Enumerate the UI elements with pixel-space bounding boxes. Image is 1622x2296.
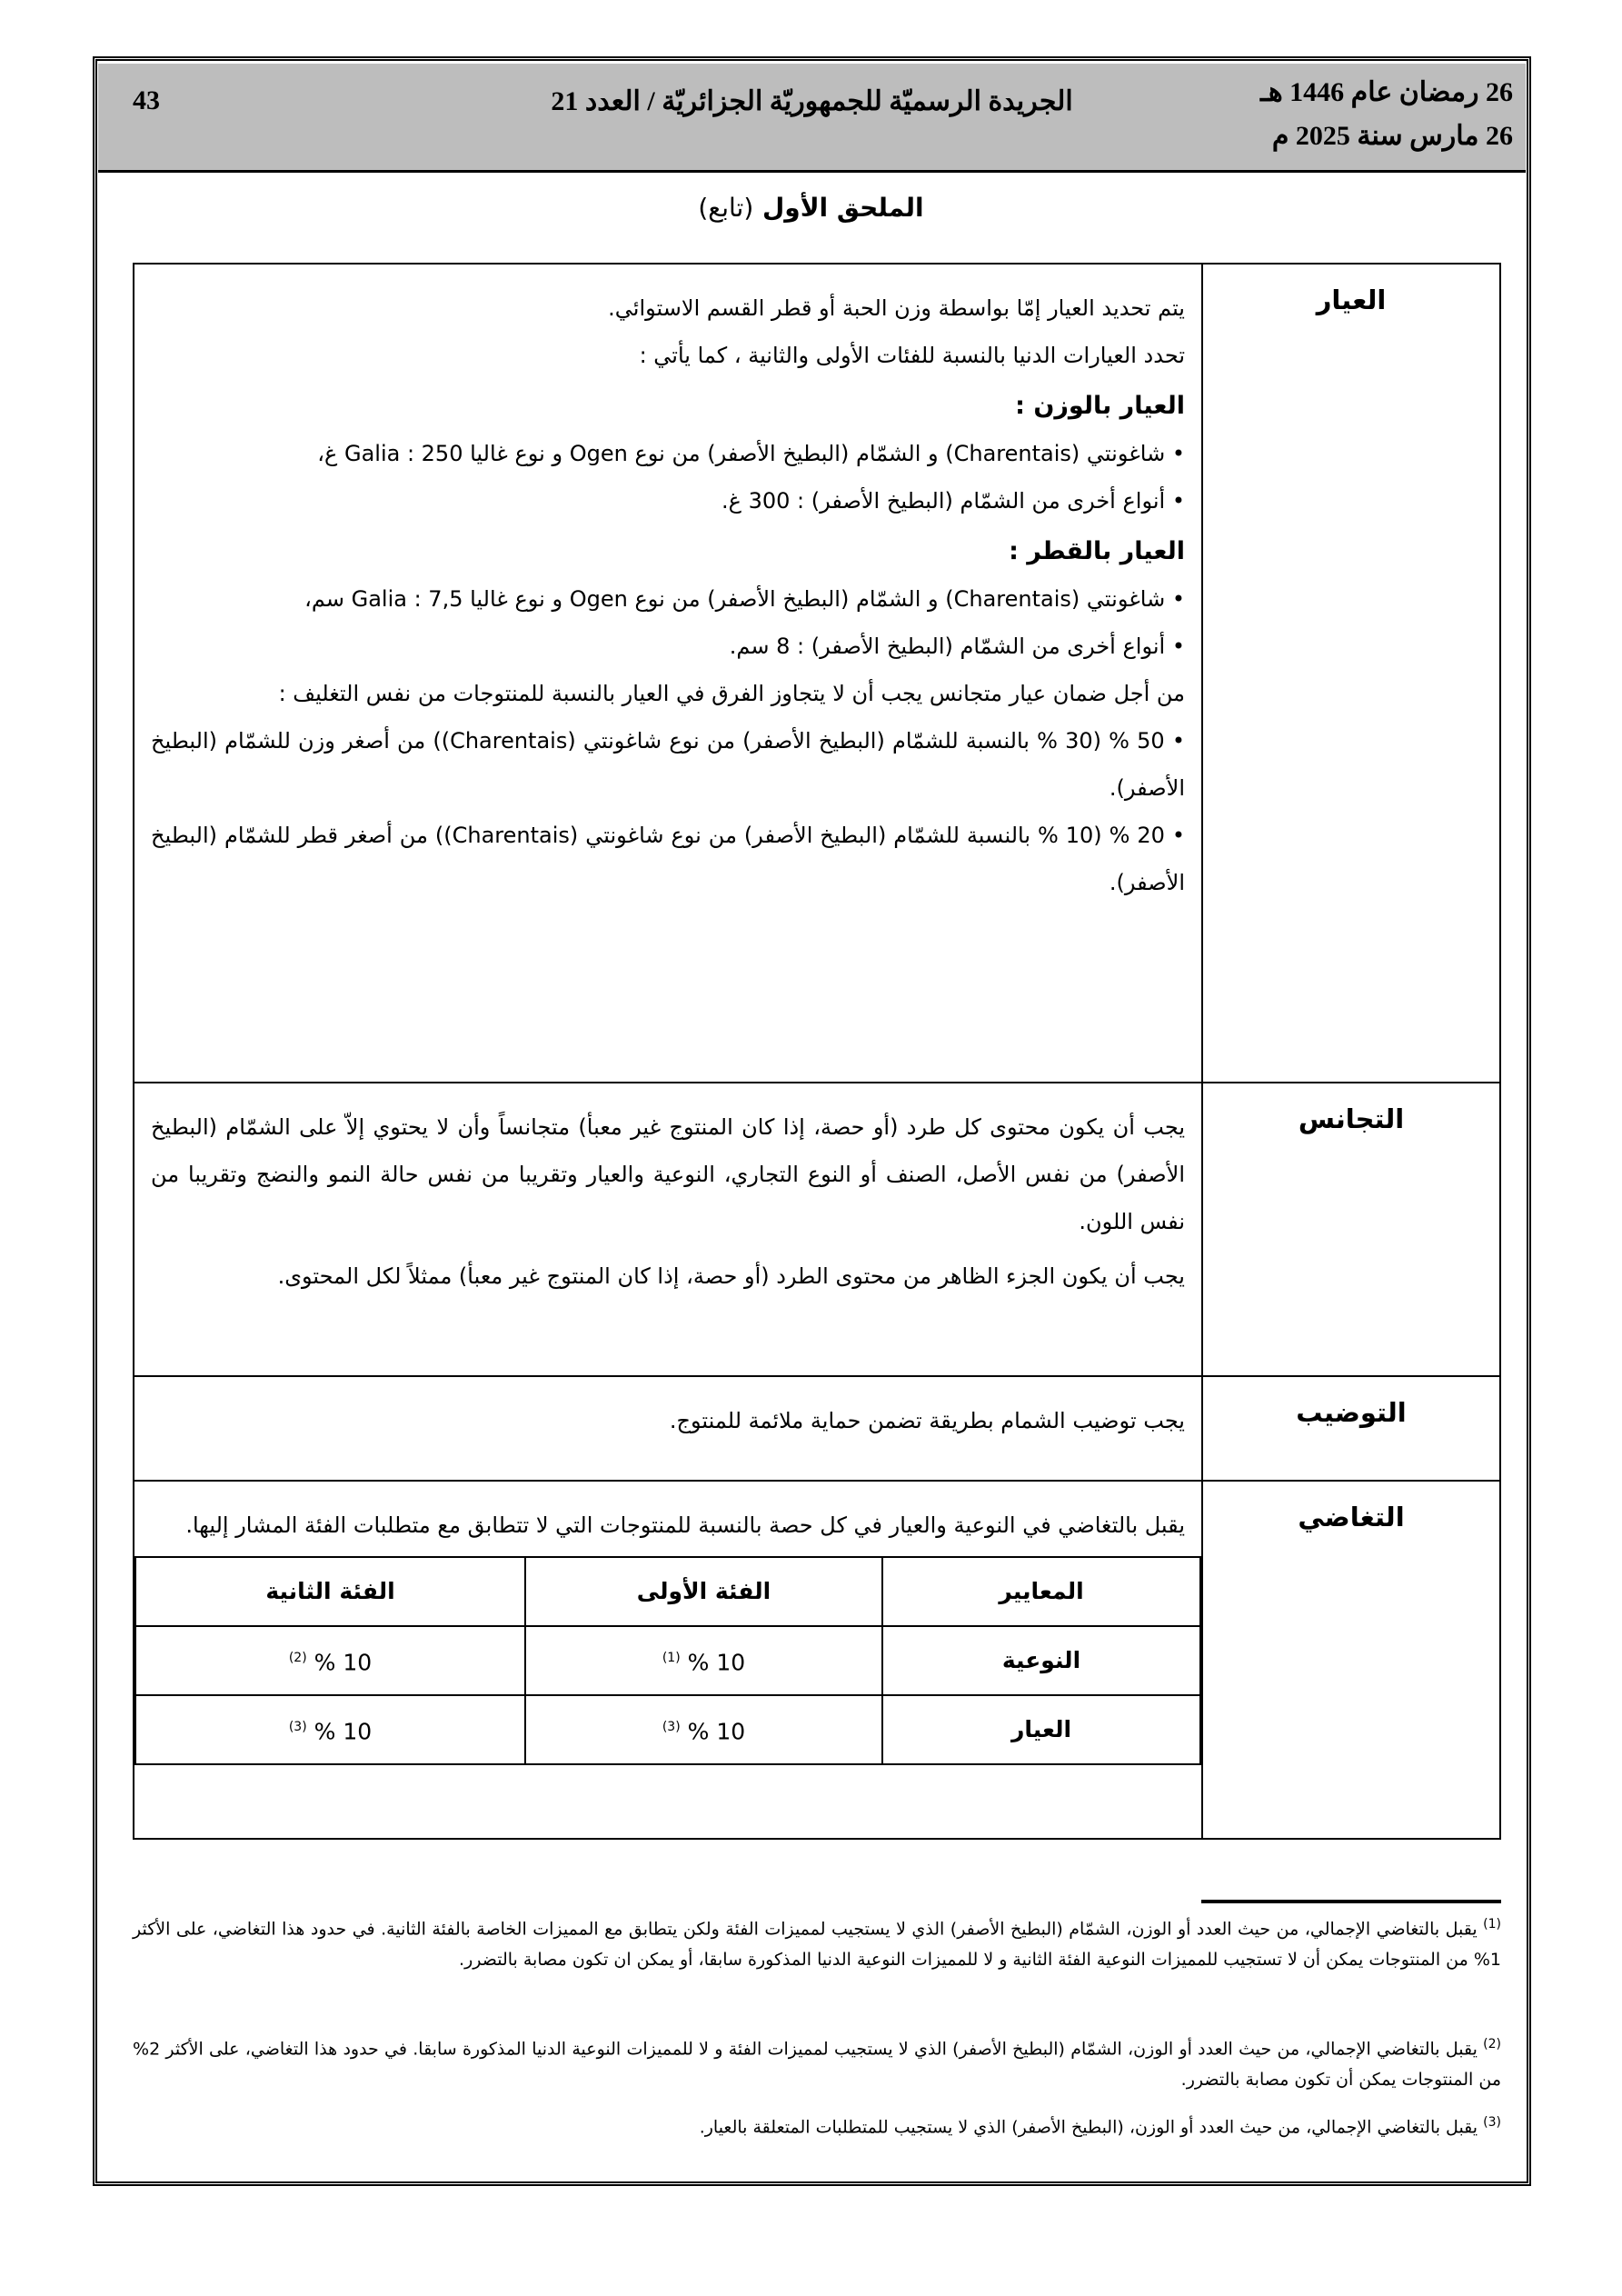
- cell: [135, 1695, 525, 1764]
- tolerance-table: [134, 1556, 1201, 1765]
- row-label: التغاضي: [1202, 1481, 1500, 1839]
- row-criterion: العيار: [882, 1695, 1200, 1764]
- footnote-ref: (1): [662, 1651, 681, 1666]
- bullet-item: • 20 % (10 % بالنسبة للشمّام (البطيخ الأصفر) من نوع شاغونتي (Charentais)) من أصغر قطر للشمّام (البطيخ الأصفر).: [151, 812, 1185, 906]
- table-row: [135, 1626, 1200, 1695]
- footnote-text: يقبل بالتغاضي الإجمالي، من حيث العدد أو الوزن، الشمّام (البطيخ الأصفر) الذي لا يستجيب لمميزات الفئة ولكن يتطابق مع المميزات الخاصة بالفئة الثانية. في حدود هذا التغاضي، على الأكثر 1% من المنتوجات يمكن أن لا تستجيب للمميزات النوعية الفئة الثانية و لا للمميزات النوعية الدنيا المذكورة سابقا، أو يمكن ان تكون مصابة بالتضرر.: [133, 1919, 1501, 1971]
- cell: [525, 1695, 882, 1764]
- row-content: [134, 1083, 1202, 1376]
- row-tolerances: [134, 1481, 1500, 1839]
- footnote-mark: (3): [1483, 2115, 1501, 2130]
- bullet-item: • أنواع أخرى من الشمّام (البطيخ الأصفر) : 300 غ.: [151, 477, 1185, 524]
- row-size: [134, 264, 1500, 1083]
- footnote-2: [133, 2029, 1501, 2095]
- footnote-ref: (3): [662, 1720, 681, 1735]
- paragraph: من أجل ضمان عيار متجانس يجب أن لا يتجاوز الفرق في العيار بالنسبة للمنتوجات من نفس التغليف :: [278, 681, 1185, 706]
- row-content: [134, 1376, 1202, 1481]
- row-packaging: [134, 1376, 1500, 1481]
- table-row: [135, 1695, 1200, 1764]
- gazette-title: الجريدة الرسميّة للجمهوريّة الجزائريّة / العدد 21: [551, 86, 1073, 116]
- footnote-ref: (3): [288, 1720, 307, 1735]
- row-label: التوضيب: [1202, 1376, 1500, 1481]
- column-header: الفئة الثانية: [135, 1557, 525, 1626]
- cell-value: 10 %: [313, 1649, 373, 1676]
- cell-value: 10 %: [687, 1718, 746, 1745]
- cell-value: 10 %: [313, 1718, 373, 1745]
- row-label: التجانس: [1202, 1083, 1500, 1376]
- row-criterion: النوعية: [882, 1626, 1200, 1695]
- gazette-header: [98, 64, 1526, 173]
- footnote-3: [133, 2107, 1501, 2142]
- date-hijri: 26 رمضان عام 1446 هـ: [1260, 77, 1513, 107]
- footnote-1: [133, 1909, 1501, 1975]
- row-label: العيار: [1202, 264, 1500, 1083]
- bullet-item: • 50 % (30 % بالنسبة للشمّام (البطيخ الأصفر) من نوع شاغونتي (Charentais)) من أصغر وزن للشمّام (البطيخ الأصفر).: [151, 717, 1185, 812]
- column-header: الفئة الأولى: [525, 1557, 882, 1626]
- column-header: المعايير: [882, 1557, 1200, 1626]
- row-content: [134, 264, 1202, 1083]
- cell-value: 10 %: [687, 1649, 746, 1676]
- cell: [135, 1626, 525, 1695]
- bullet-item: • شاغونتي (Charentais) و الشمّام (البطيخ الأصفر) من نوع Ogen و نوع غاليا Galia : 250 غ،: [151, 430, 1185, 477]
- paragraph: يجب أن يكون محتوى كل طرد (أو حصة، إذا كان المنتوج غير معبأ) متجانساً وأن لا يحتوي إلاّ على الشمّام (البطيخ الأصفر) من نفس الأصل، الصنف أو النوع التجاري، النوعية والعيار وتقريبا من نفس حالة النمو والنضج وتقريبا من نفس اللون.: [151, 1114, 1185, 1234]
- page-number: 43: [133, 85, 160, 115]
- annex-title-text: الملحق الأول: [762, 193, 924, 223]
- paragraph: يتم تحديد العيار إمّا بواسطة وزن الحبة أو قطر القسم الاستوائي.: [608, 295, 1185, 321]
- paragraph: يجب توضيب الشمام بطريقة تضمن حماية ملائمة للمنتوج.: [669, 1408, 1185, 1433]
- standards-table: [133, 263, 1501, 1840]
- paragraph: تحدد العيارات الدنيا بالنسبة للفئات الأولى والثانية ، كما يأتي :: [639, 343, 1185, 368]
- row-content: [134, 1481, 1202, 1839]
- date-gregorian: 26 مارس سنة 2025 م: [1271, 121, 1513, 151]
- bullet-item: • شاغونتي (Charentais) و الشمّام (البطيخ الأصفر) من نوع Ogen و نوع غاليا Galia : 7,5 سم،: [151, 575, 1185, 623]
- cell: [525, 1626, 882, 1695]
- paragraph: يجب أن يكون الجزء الظاهر من محتوى الطرد (أو حصة، إذا كان المنتوج غير معبأ) ممثلاً لكل المحتوى.: [277, 1263, 1185, 1289]
- footnote-ref: (2): [288, 1651, 307, 1666]
- footnote-text: يقبل بالتغاضي الإجمالي، من حيث العدد أو الوزن، الشمّام (البطيخ الأصفر) الذي لا يستجيب لمميزات الفئة و لا للمميزات النوعية الدنيا المذكورة سابقا. في حدود هذا التغاضي، على الأكثر 2% من المنتوجات يمكن أن تكون مصابة بالتضرر.: [133, 2039, 1501, 2091]
- subheading: العيار بالقطر :: [1009, 537, 1185, 565]
- annex-title: [0, 193, 1622, 223]
- bullet-item: • أنواع أخرى من الشمّام (البطيخ الأصفر) : 8 سم.: [151, 623, 1185, 670]
- footnote-mark: (1): [1483, 1917, 1501, 1932]
- paragraph: يقبل بالتغاضي في النوعية والعيار في كل حصة بالنسبة للمنتوجات التي لا تتطابق مع متطلبات الفئة المشار إليها.: [185, 1512, 1185, 1538]
- footnote-mark: (2): [1483, 2037, 1501, 2051]
- footnote-text: يقبل بالتغاضي الإجمالي، من حيث العدد أو الوزن، (البطيخ الأصفر) الذي لا يستجيب للمتطلبات المتعلقة بالعيار.: [699, 2117, 1478, 2138]
- subheading: العيار بالوزن :: [1015, 392, 1185, 420]
- annex-suffix: (تابع): [698, 193, 754, 223]
- footnote-separator: [1201, 1900, 1501, 1903]
- row-uniformity: [134, 1083, 1500, 1376]
